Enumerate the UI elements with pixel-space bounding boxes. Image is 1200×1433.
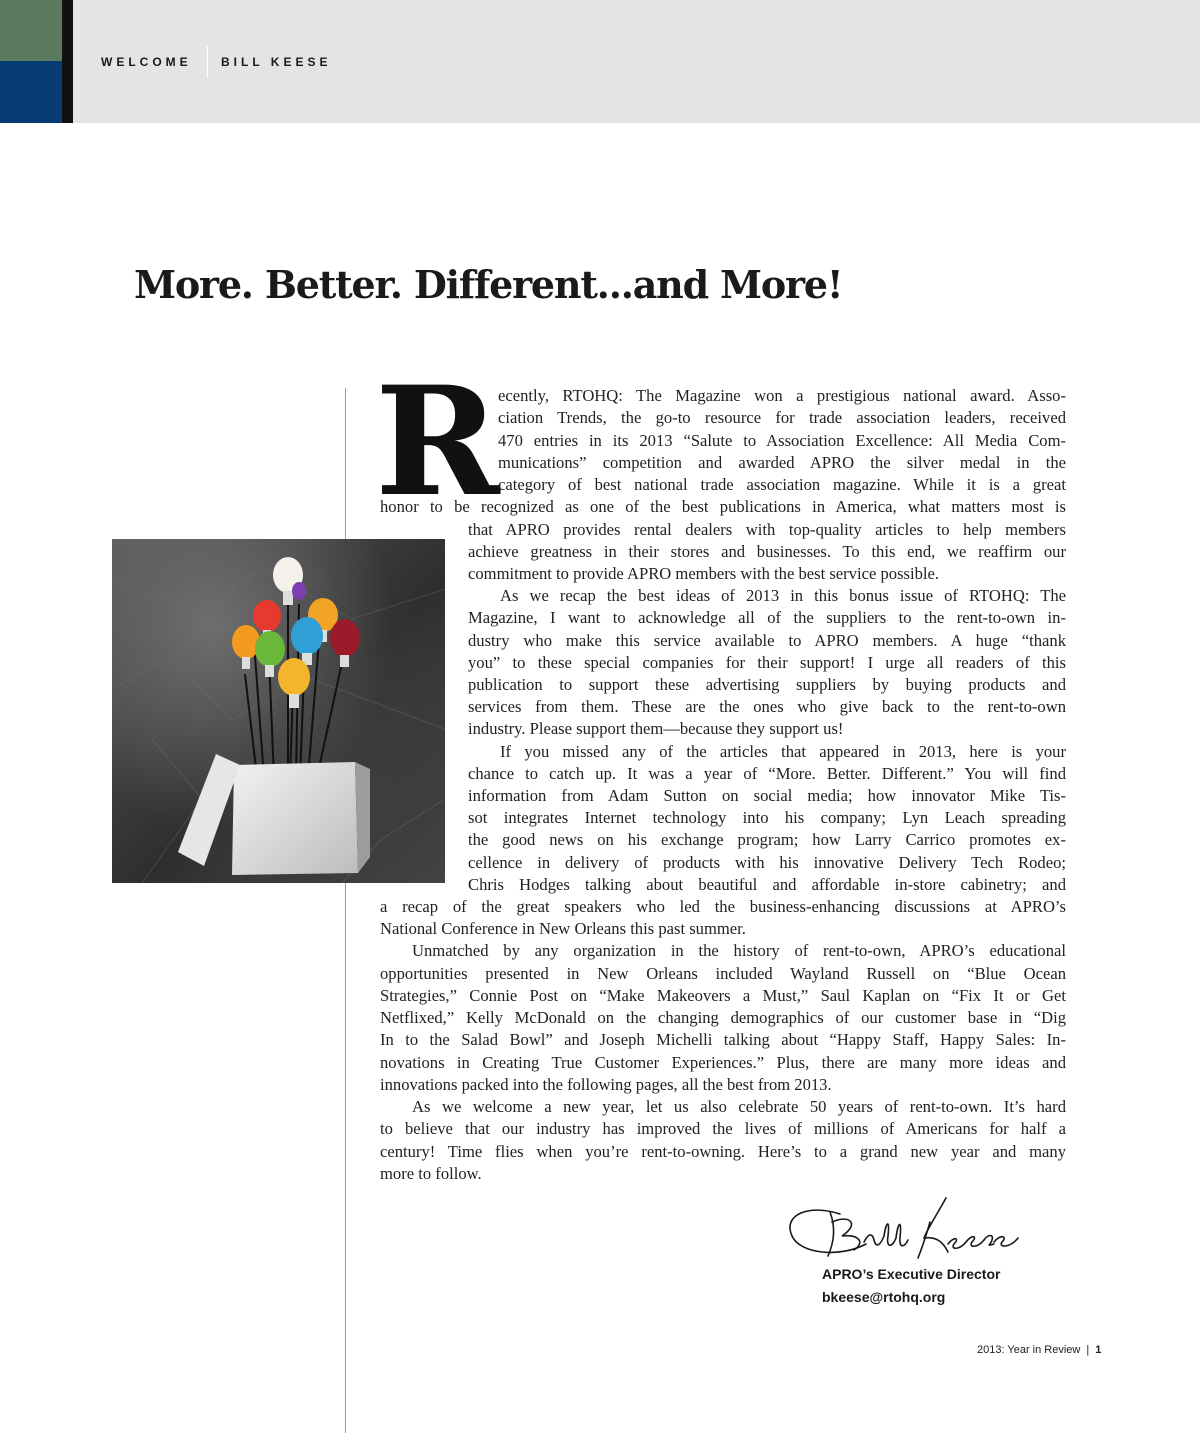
body-line: achieve greatness in their stores and businesses. To this end, we reaffirm our <box>468 542 1066 561</box>
body-line: commitment to provide APRO members with the best service possible. <box>468 564 940 583</box>
body-line: a recap of the great speakers who led the business-enhancing discussions at APRO’s <box>380 897 1066 916</box>
author-label: BILL KEESE <box>221 55 332 69</box>
signature-block <box>780 1192 1040 1312</box>
page-footer <box>977 1344 1101 1356</box>
handwritten-signature-icon <box>780 1192 1040 1264</box>
footer-divider: | <box>1086 1344 1090 1356</box>
body-line: In to the Salad Bowl” and Joseph Michelli talking about “Happy Staff, Happy Sales: In- <box>380 1030 1066 1049</box>
signature-email: bkeese@rtohq.org <box>822 1289 946 1305</box>
body-line: that APRO provides rental dealers with top-quality articles to help members <box>468 520 1066 539</box>
page-number: 1 <box>1095 1344 1102 1356</box>
body-line: As we recap the best ideas of 2013 in this bonus issue of RTOHQ: The <box>500 586 1066 605</box>
body-line: ecently, RTOHQ: The Magazine won a prestigious national award. Asso- <box>498 386 1066 405</box>
body-line: opportunities presented in New Orleans included Wayland Russell on “Blue Ocean <box>380 964 1066 983</box>
body-line: cellence in delivery of products with his innovative Delivery Tech Rodeo; <box>468 853 1066 872</box>
body-line: Magazine, I want to acknowledge all of the suppliers to the rent-to-own in- <box>468 608 1066 627</box>
body-line: you” to these special companies for their support! I urge all readers of this <box>468 653 1066 672</box>
body-line: Strategies,” Connie Post on “Make Makeovers a Must,” Saul Kaplan on “Fix It or Get <box>380 986 1066 1005</box>
body-line: 470 entries in its 2013 “Salute to Association Excellence: All Media Com- <box>498 431 1066 450</box>
body-line: munications” competition and awarded APRO the silver medal in the <box>498 453 1066 472</box>
header-divider <box>207 46 208 78</box>
body-line: Unmatched by any organization in the history of rent-to-own, APRO’s educational <box>412 941 1066 960</box>
body-line: to believe that our industry has improved the lives of millions of Americans for half a <box>380 1119 1066 1138</box>
body-line: the good news on his exchange program; how Larry Carrico promotes ex- <box>468 830 1066 849</box>
page-title: More. Better. Different...and More! <box>134 262 843 307</box>
body-line: honor to be recognized as one of the best publications in America, what matters most is <box>380 497 1066 516</box>
body-line: Netflixed,” Kelly McDonald on the changing demographics of our customer base in “Dig <box>380 1008 1066 1027</box>
body-line: more to follow. <box>380 1164 482 1183</box>
lightbulb-icon <box>112 539 445 883</box>
section-label: WELCOME <box>101 55 192 69</box>
header-accent-black <box>62 0 73 123</box>
body-line: industry. Please support them—because they support us! <box>468 719 844 738</box>
footer-label: 2013: Year in Review <box>977 1344 1081 1356</box>
body-line: novations in Creating True Customer Experiences.” Plus, there are many more ideas and <box>380 1053 1066 1072</box>
lightbulb-illustration <box>112 539 445 883</box>
body-line: sot integrates Internet technology into his company; Lyn Leach spreading <box>468 808 1066 827</box>
signature-title: APRO’s Executive Director <box>822 1266 1001 1282</box>
header-accent-blue <box>0 61 62 123</box>
body-line: As we welcome a new year, let us also celebrate 50 years of rent-to-own. It’s hard <box>412 1097 1066 1116</box>
body-line: National Conference in New Orleans this past summer. <box>380 919 746 938</box>
body-line: century! Time flies when you’re rent-to-owning. Here’s to a grand new year and many <box>380 1142 1066 1161</box>
body-line: innovations packed into the following pages, all the best from 2013. <box>380 1075 832 1094</box>
body-line: publication to support these advertising suppliers by buying products and <box>468 675 1066 694</box>
body-line: chance to catch up. It was a year of “More. Better. Different.” You will find <box>468 764 1066 783</box>
body-line: category of best national trade association magazine. While it is a great <box>498 475 1066 494</box>
body-line: information from Adam Sutton on social media; how innovator Mike Tis- <box>468 786 1066 805</box>
header-accent-green <box>0 0 62 61</box>
drop-cap: R <box>375 354 496 530</box>
body-line: services from them. These are the ones who give back to the rent-to-own <box>468 697 1066 716</box>
body-line: ciation Trends, the go-to resource for trade association leaders, received <box>498 408 1066 427</box>
body-line: dustry who make this service available to APRO members. A huge “thank <box>468 631 1066 650</box>
body-line: If you missed any of the articles that appeared in 2013, here is your <box>500 742 1066 761</box>
body-line: Chris Hodges talking about beautiful and affordable in-store cabinetry; and <box>468 875 1066 894</box>
